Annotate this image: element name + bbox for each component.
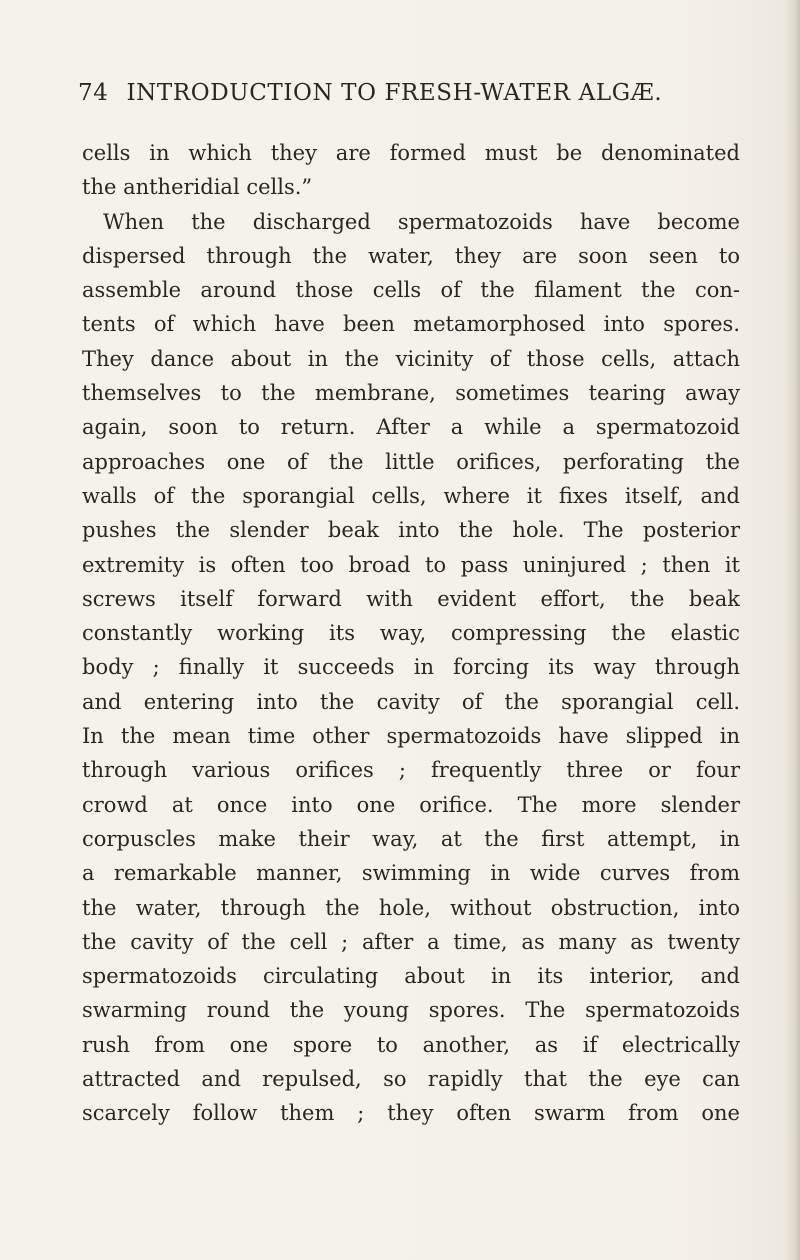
text-line: attracted and repulsed, so rapidly that the eye can [82,1067,740,1092]
text-line: constantly working its way, compressing the elastic [82,621,740,646]
text-line: scarcely follow them ; they often swarm from one [82,1101,740,1126]
running-head-title: INTRODUCTION TO FRESH-WATER ALGÆ. [126,80,663,106]
text-line: tents of which have been metamorphosed into spores. [82,312,740,337]
text-line: the cavity of the cell ; after a time, as many as twenty [82,929,740,954]
text-line: extremity is often too broad to pass uninjured ; then it [82,552,740,577]
running-head [78,80,738,114]
text-line: They dance about in the vicinity of those cells, attach [82,346,740,371]
text-line: In the mean time other spermatozoids have slipped in [82,724,740,749]
text-line: and entering into the cavity of the sporangial cell. [82,689,740,714]
text-line: approaches one of the little orifices, perforating the [82,449,740,474]
text-line: rush from one spore to another, as if electrically [82,1032,740,1057]
text-line: spermatozoids circulating about in its interior, and [82,964,740,989]
text-line: corpuscles make their way, at the first attempt, in [82,826,740,851]
text-line: screws itself forward with evident effort, the beak [82,586,740,611]
text-line: a remarkable manner, swimming in wide curves from [82,861,740,886]
body-text [82,136,740,1131]
text-line: When the discharged spermatozoids have become [103,209,740,234]
text-line: themselves to the membrane, sometimes tearing away [82,381,740,406]
text-line: the antheridial cells.” [82,175,313,200]
page-edge-shadow [786,0,800,1260]
text-line: assemble around those cells of the filament the con- [82,278,740,303]
text-line: walls of the sporangial cells, where it fixes itself, and [82,483,740,508]
page-number: 74 [78,80,109,106]
text-line: the water, through the hole, without obstruction, into [82,895,740,920]
text-line: again, soon to return. After a while a spermatozoid [82,415,740,440]
text-line: crowd at once into one orifice. The more slender [82,792,740,817]
text-line: through various orifices ; frequently three or four [82,758,740,783]
text-line: swarming round the young spores. The spermatozoids [82,998,740,1023]
text-line: body ; finally it succeeds in forcing its way through [82,655,740,680]
text-line: dispersed through the water, they are soon seen to [82,243,740,268]
text-line: pushes the slender beak into the hole. The posterior [82,518,740,543]
text-line: cells in which they are formed must be denominated [82,141,740,165]
